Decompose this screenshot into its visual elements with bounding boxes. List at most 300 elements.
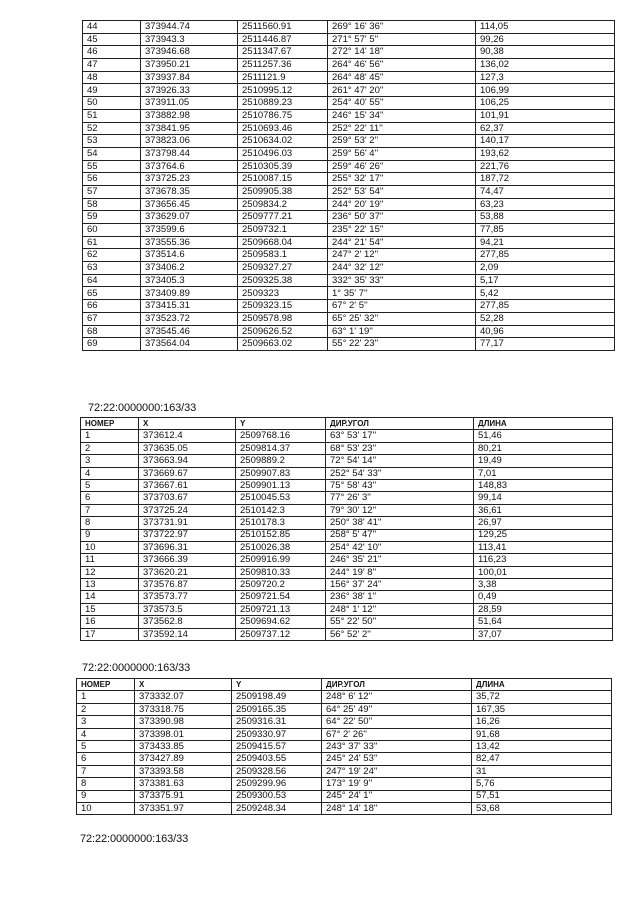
table-row xyxy=(83,287,615,300)
cell-direction-angle: 77° 26' 3'' xyxy=(326,492,474,504)
cell-number: 44 xyxy=(83,21,141,34)
cell-length: 113,41 xyxy=(474,541,613,553)
cell-direction-angle: 236° 50' 37'' xyxy=(328,211,476,224)
table-row xyxy=(81,455,613,467)
table-row xyxy=(83,300,615,313)
table-row xyxy=(81,442,613,454)
table-row xyxy=(77,778,612,790)
column-header-direction-angle: ДИР.УГОЛ xyxy=(326,418,474,430)
cell-length: 57,51 xyxy=(472,790,612,802)
table-row xyxy=(83,21,615,34)
cell-x: 373599.6 xyxy=(141,224,238,237)
cell-length: 53,88 xyxy=(476,211,615,224)
cell-y: 2511347.67 xyxy=(238,46,328,59)
cell-x: 373703.67 xyxy=(139,492,236,504)
cell-number: 59 xyxy=(83,211,141,224)
cell-number: 56 xyxy=(83,173,141,186)
cell-direction-angle: 250° 38' 41'' xyxy=(326,517,474,529)
cell-direction-angle: 244° 21' 54'' xyxy=(328,236,476,249)
cell-x: 373946.68 xyxy=(141,46,238,59)
cell-number: 8 xyxy=(77,778,135,790)
cell-length: 37,07 xyxy=(474,628,613,640)
table-row xyxy=(81,529,613,541)
cell-number: 6 xyxy=(81,492,139,504)
cell-y: 2509721.54 xyxy=(236,591,326,603)
cell-x: 373381.63 xyxy=(135,778,232,790)
cell-direction-angle: 259° 53' 2'' xyxy=(328,135,476,148)
cell-y: 2509330.97 xyxy=(232,728,322,740)
cell-direction-angle: 272° 14' 18'' xyxy=(328,46,476,59)
cell-number: 55 xyxy=(83,160,141,173)
cell-direction-angle: 246° 15' 34'' xyxy=(328,109,476,122)
cell-direction-angle: 235° 22' 15'' xyxy=(328,224,476,237)
parcel-number-caption: 72:22:0000000:163/33 xyxy=(88,402,197,414)
cell-y: 2510026.38 xyxy=(236,541,326,553)
cell-y: 2511446.87 xyxy=(238,33,328,46)
cell-direction-angle: 156° 37' 24'' xyxy=(326,579,474,591)
cell-direction-angle: 244° 20' 19'' xyxy=(328,198,476,211)
cell-number: 6 xyxy=(77,753,135,765)
cell-y: 2509248.34 xyxy=(232,802,322,814)
cell-length: 62,37 xyxy=(476,122,615,135)
cell-x: 373573.5 xyxy=(139,603,236,615)
table-row xyxy=(81,541,613,553)
cell-y: 2509583.1 xyxy=(238,249,328,262)
cell-y: 2509300.53 xyxy=(232,790,322,802)
cell-length: 106,25 xyxy=(476,97,615,110)
cell-length: 13,42 xyxy=(472,740,612,752)
parcel-number-caption: 72:22:0000000:163/33 xyxy=(82,662,191,674)
table-row xyxy=(81,504,613,516)
cell-number: 51 xyxy=(83,109,141,122)
cell-x: 373406.2 xyxy=(141,262,238,275)
cell-number: 46 xyxy=(83,46,141,59)
cell-number: 69 xyxy=(83,338,141,351)
cell-length: 19,49 xyxy=(474,455,613,467)
cell-number: 60 xyxy=(83,224,141,237)
cell-length: 167,35 xyxy=(472,703,612,715)
cell-x: 373564.04 xyxy=(141,338,238,351)
cell-length: 2,09 xyxy=(476,262,615,275)
cell-y: 2509316.31 xyxy=(232,716,322,728)
table-row xyxy=(83,262,615,275)
table-row xyxy=(83,338,615,351)
cell-x: 373725.23 xyxy=(141,173,238,186)
cell-y: 2509889.2 xyxy=(236,455,326,467)
cell-y: 2510634.02 xyxy=(238,135,328,148)
cell-direction-angle: 261° 47' 20'' xyxy=(328,84,476,97)
cell-length: 51,46 xyxy=(474,430,613,442)
cell-x: 373926.33 xyxy=(141,84,238,97)
cell-direction-angle: 254° 42' 10'' xyxy=(326,541,474,553)
table-row xyxy=(83,109,615,122)
cell-y: 2509668.04 xyxy=(238,236,328,249)
cell-y: 2509198.49 xyxy=(232,691,322,703)
cell-direction-angle: 332° 35' 33'' xyxy=(328,274,476,287)
cell-direction-angle: 248° 1' 12'' xyxy=(326,603,474,615)
cell-y: 2509814.37 xyxy=(236,442,326,454)
cell-number: 1 xyxy=(81,430,139,442)
cell-number: 62 xyxy=(83,249,141,262)
cell-y: 2509810.33 xyxy=(236,566,326,578)
cell-length: 99,26 xyxy=(476,33,615,46)
cell-length: 31 xyxy=(472,765,612,777)
cell-x: 373731.91 xyxy=(139,517,236,529)
cell-direction-angle: 254° 40' 55'' xyxy=(328,97,476,110)
cell-y: 2509165.35 xyxy=(232,703,322,715)
table-row xyxy=(83,236,615,249)
cell-y: 2510995.12 xyxy=(238,84,328,97)
cell-number: 13 xyxy=(81,579,139,591)
cell-direction-angle: 79° 30' 12'' xyxy=(326,504,474,516)
table-row xyxy=(83,198,615,211)
table-row xyxy=(83,211,615,224)
cell-length: 5,17 xyxy=(476,274,615,287)
cell-x: 373318.75 xyxy=(135,703,232,715)
cell-x: 373798.44 xyxy=(141,147,238,160)
cell-direction-angle: 56° 52' 2'' xyxy=(326,628,474,640)
cell-number: 7 xyxy=(81,504,139,516)
cell-x: 373620.21 xyxy=(139,566,236,578)
cell-direction-angle: 248° 14' 18'' xyxy=(322,802,472,814)
cell-number: 61 xyxy=(83,236,141,249)
table-row xyxy=(81,554,613,566)
cell-x: 373545.46 xyxy=(141,325,238,338)
cell-x: 373523.72 xyxy=(141,312,238,325)
table-row xyxy=(83,97,615,110)
cell-number: 10 xyxy=(81,541,139,553)
cell-direction-angle: 252° 22' 11'' xyxy=(328,122,476,135)
cell-x: 373576.87 xyxy=(139,579,236,591)
cell-length: 52,28 xyxy=(476,312,615,325)
cell-y: 2511560.91 xyxy=(238,21,328,34)
cell-number: 5 xyxy=(77,740,135,752)
cell-number: 2 xyxy=(81,442,139,454)
cell-direction-angle: 244° 19' 8'' xyxy=(326,566,474,578)
cell-x: 373562.8 xyxy=(139,616,236,628)
cell-length: 28,59 xyxy=(474,603,613,615)
cell-x: 373841.95 xyxy=(141,122,238,135)
cell-x: 373592.14 xyxy=(139,628,236,640)
cell-number: 3 xyxy=(77,716,135,728)
cell-number: 11 xyxy=(81,554,139,566)
cell-x: 373950.21 xyxy=(141,59,238,72)
cell-number: 4 xyxy=(77,728,135,740)
cell-direction-angle: 55° 22' 50'' xyxy=(326,616,474,628)
cell-length: 187,72 xyxy=(476,173,615,186)
cell-y: 2510178.3 xyxy=(236,517,326,529)
cell-number: 14 xyxy=(81,591,139,603)
cell-length: 77,85 xyxy=(476,224,615,237)
cell-number: 7 xyxy=(77,765,135,777)
cell-y: 2511121.9 xyxy=(238,71,328,84)
cell-y: 2509732.1 xyxy=(238,224,328,237)
cell-number: 10 xyxy=(77,802,135,814)
cell-x: 373944.74 xyxy=(141,21,238,34)
cell-direction-angle: 258° 5' 47'' xyxy=(326,529,474,541)
table-row xyxy=(77,765,612,777)
cell-number: 5 xyxy=(81,479,139,491)
column-header-direction-angle: ДИР.УГОЛ xyxy=(322,679,472,691)
table-row xyxy=(83,312,615,325)
table-row xyxy=(77,790,612,802)
cell-length: 114,05 xyxy=(476,21,615,34)
cell-number: 45 xyxy=(83,33,141,46)
table-row xyxy=(81,616,613,628)
coordinates-table-continued xyxy=(82,20,615,351)
cell-x: 373398.01 xyxy=(135,728,232,740)
cell-number: 15 xyxy=(81,603,139,615)
table-row xyxy=(81,479,613,491)
cell-x: 373669.67 xyxy=(139,467,236,479)
table-row xyxy=(81,492,613,504)
table-row xyxy=(77,802,612,814)
cell-length: 0,49 xyxy=(474,591,613,603)
column-header-x: X xyxy=(139,418,236,430)
cell-length: 40,96 xyxy=(476,325,615,338)
cell-y: 2509299.96 xyxy=(232,778,322,790)
cell-x: 373937.84 xyxy=(141,71,238,84)
table-row xyxy=(77,753,612,765)
cell-length: 148,83 xyxy=(474,479,613,491)
cell-y: 2510496.03 xyxy=(238,147,328,160)
cell-y: 2509768.16 xyxy=(236,430,326,442)
cell-direction-angle: 255° 32' 17'' xyxy=(328,173,476,186)
table-row xyxy=(83,122,615,135)
cell-direction-angle: 1° 35' 7'' xyxy=(328,287,476,300)
cell-length: 26,97 xyxy=(474,517,613,529)
cell-y: 2509578.98 xyxy=(238,312,328,325)
cell-y: 2509403.55 xyxy=(232,753,322,765)
cell-x: 373722.97 xyxy=(139,529,236,541)
table-row xyxy=(83,135,615,148)
cell-x: 373427.89 xyxy=(135,753,232,765)
cell-number: 67 xyxy=(83,312,141,325)
cell-length: 129,25 xyxy=(474,529,613,541)
cell-x: 373555.36 xyxy=(141,236,238,249)
cell-x: 373882.98 xyxy=(141,109,238,122)
cell-number: 17 xyxy=(81,628,139,640)
cell-direction-angle: 252° 54' 33'' xyxy=(326,467,474,479)
cell-x: 373351.97 xyxy=(135,802,232,814)
cell-x: 373666.39 xyxy=(139,554,236,566)
cell-number: 49 xyxy=(83,84,141,97)
cell-number: 2 xyxy=(77,703,135,715)
cell-y: 2509901.13 xyxy=(236,479,326,491)
cell-x: 373375.91 xyxy=(135,790,232,802)
table-row xyxy=(81,628,613,640)
column-header-x: X xyxy=(135,679,232,691)
coordinates-table-parcel xyxy=(80,417,613,641)
cell-y: 2510045.53 xyxy=(236,492,326,504)
cell-y: 2509415.57 xyxy=(232,740,322,752)
cell-direction-angle: 246° 35' 21'' xyxy=(326,554,474,566)
cell-y: 2510693.46 xyxy=(238,122,328,135)
cell-direction-angle: 65° 25' 32'' xyxy=(328,312,476,325)
cell-y: 2509327.27 xyxy=(238,262,328,275)
table-row xyxy=(81,566,613,578)
cell-y: 2509626.52 xyxy=(238,325,328,338)
cell-y: 2509737.12 xyxy=(236,628,326,640)
cell-y: 2509323.15 xyxy=(238,300,328,313)
column-header-length: ДЛИНА xyxy=(472,679,612,691)
cell-y: 2511257.36 xyxy=(238,59,328,72)
cell-number: 66 xyxy=(83,300,141,313)
cell-y: 2510305.39 xyxy=(238,160,328,173)
table-row xyxy=(83,173,615,186)
cell-length: 51,64 xyxy=(474,616,613,628)
cell-direction-angle: 63° 53' 17'' xyxy=(326,430,474,442)
cell-direction-angle: 259° 56' 4'' xyxy=(328,147,476,160)
cell-x: 373943.3 xyxy=(141,33,238,46)
cell-number: 64 xyxy=(83,274,141,287)
table-row xyxy=(77,740,612,752)
cell-y: 2509907.83 xyxy=(236,467,326,479)
cell-direction-angle: 264° 48' 45'' xyxy=(328,71,476,84)
cell-length: 91,68 xyxy=(472,728,612,740)
cell-x: 373696.31 xyxy=(139,541,236,553)
cell-direction-angle: 67° 2' 5'' xyxy=(328,300,476,313)
cell-direction-angle: 63° 1' 19'' xyxy=(328,325,476,338)
cell-length: 82,47 xyxy=(472,753,612,765)
cell-y: 2510786.75 xyxy=(238,109,328,122)
table-row xyxy=(83,224,615,237)
cell-direction-angle: 247° 2' 12'' xyxy=(328,249,476,262)
cell-y: 2509694.62 xyxy=(236,616,326,628)
cell-y: 2509325.38 xyxy=(238,274,328,287)
table-row xyxy=(83,59,615,72)
cell-number: 65 xyxy=(83,287,141,300)
cell-x: 373764.6 xyxy=(141,160,238,173)
cell-number: 12 xyxy=(81,566,139,578)
cell-direction-angle: 72° 54' 14'' xyxy=(326,455,474,467)
cell-number: 47 xyxy=(83,59,141,72)
cell-y: 2510889.23 xyxy=(238,97,328,110)
coordinates-table-parcel xyxy=(76,678,612,815)
cell-y: 2509663.02 xyxy=(238,338,328,351)
cell-number: 9 xyxy=(77,790,135,802)
column-header-number: НОМЕР xyxy=(77,679,135,691)
coordinates-table-body xyxy=(81,430,613,641)
cell-direction-angle: 248° 6' 12'' xyxy=(322,691,472,703)
cell-x: 373573.77 xyxy=(139,591,236,603)
cell-x: 373667.61 xyxy=(139,479,236,491)
cell-direction-angle: 264° 46' 56'' xyxy=(328,59,476,72)
cell-length: 5,76 xyxy=(472,778,612,790)
cell-x: 373911.05 xyxy=(141,97,238,110)
cell-y: 2510087.15 xyxy=(238,173,328,186)
cell-x: 373629.07 xyxy=(141,211,238,224)
cell-number: 3 xyxy=(81,455,139,467)
cell-length: 74,47 xyxy=(476,185,615,198)
cell-length: 5,42 xyxy=(476,287,615,300)
cell-direction-angle: 259° 46' 26'' xyxy=(328,160,476,173)
table-row xyxy=(83,33,615,46)
cell-x: 373663.94 xyxy=(139,455,236,467)
cell-direction-angle: 75° 58' 43'' xyxy=(326,479,474,491)
cell-x: 373415.31 xyxy=(141,300,238,313)
cell-direction-angle: 173° 19' 9'' xyxy=(322,778,472,790)
table-row xyxy=(83,185,615,198)
table-row xyxy=(83,46,615,59)
cell-x: 373514.6 xyxy=(141,249,238,262)
cell-y: 2509720.2 xyxy=(236,579,326,591)
table-row xyxy=(81,467,613,479)
cell-direction-angle: 269° 16' 36'' xyxy=(328,21,476,34)
cell-direction-angle: 247° 19' 24'' xyxy=(322,765,472,777)
table-row xyxy=(83,84,615,97)
cell-length: 277,85 xyxy=(476,249,615,262)
cell-number: 57 xyxy=(83,185,141,198)
table-row xyxy=(83,325,615,338)
cell-direction-angle: 68° 53' 23'' xyxy=(326,442,474,454)
cell-x: 373409.89 xyxy=(141,287,238,300)
cell-direction-angle: 244° 32' 12'' xyxy=(328,262,476,275)
cell-number: 63 xyxy=(83,262,141,275)
cell-number: 1 xyxy=(77,691,135,703)
cell-y: 2510152.85 xyxy=(236,529,326,541)
table-row xyxy=(81,591,613,603)
cell-length: 35,72 xyxy=(472,691,612,703)
cell-x: 373405.3 xyxy=(141,274,238,287)
cell-number: 9 xyxy=(81,529,139,541)
cell-direction-angle: 245° 24' 1'' xyxy=(322,790,472,802)
cell-x: 373678.35 xyxy=(141,185,238,198)
cell-y: 2509834.2 xyxy=(238,198,328,211)
cell-direction-angle: 64° 25' 49'' xyxy=(322,703,472,715)
coordinates-table-body xyxy=(77,691,612,815)
cell-x: 373332.07 xyxy=(135,691,232,703)
cell-length: 90,38 xyxy=(476,46,615,59)
cell-length: 16,26 xyxy=(472,716,612,728)
cell-length: 221,76 xyxy=(476,160,615,173)
cell-x: 373725.24 xyxy=(139,504,236,516)
cell-x: 373390.98 xyxy=(135,716,232,728)
table-row xyxy=(77,728,612,740)
cell-number: 52 xyxy=(83,122,141,135)
table-row xyxy=(81,430,613,442)
column-header-y: Y xyxy=(232,679,322,691)
cell-number: 48 xyxy=(83,71,141,84)
cell-direction-angle: 252° 53' 54'' xyxy=(328,185,476,198)
cell-direction-angle: 243° 37' 33'' xyxy=(322,740,472,752)
cell-number: 54 xyxy=(83,147,141,160)
cell-length: 3,38 xyxy=(474,579,613,591)
cell-direction-angle: 67° 2' 26'' xyxy=(322,728,472,740)
cell-length: 140,17 xyxy=(476,135,615,148)
cell-length: 7,01 xyxy=(474,467,613,479)
cell-length: 101,91 xyxy=(476,109,615,122)
cell-x: 373433.85 xyxy=(135,740,232,752)
cell-number: 68 xyxy=(83,325,141,338)
table-row xyxy=(77,691,612,703)
cell-x: 373612.4 xyxy=(139,430,236,442)
table-row xyxy=(83,71,615,84)
column-header-y: Y xyxy=(236,418,326,430)
cell-length: 116,23 xyxy=(474,554,613,566)
column-header-number: НОМЕР xyxy=(81,418,139,430)
cell-length: 106,99 xyxy=(476,84,615,97)
cell-direction-angle: 236° 38' 1'' xyxy=(326,591,474,603)
table-row xyxy=(81,603,613,615)
cell-number: 58 xyxy=(83,198,141,211)
cell-length: 80,21 xyxy=(474,442,613,454)
table-row xyxy=(83,160,615,173)
cell-number: 8 xyxy=(81,517,139,529)
cell-length: 99,14 xyxy=(474,492,613,504)
cell-length: 36,61 xyxy=(474,504,613,516)
cell-length: 127,3 xyxy=(476,71,615,84)
